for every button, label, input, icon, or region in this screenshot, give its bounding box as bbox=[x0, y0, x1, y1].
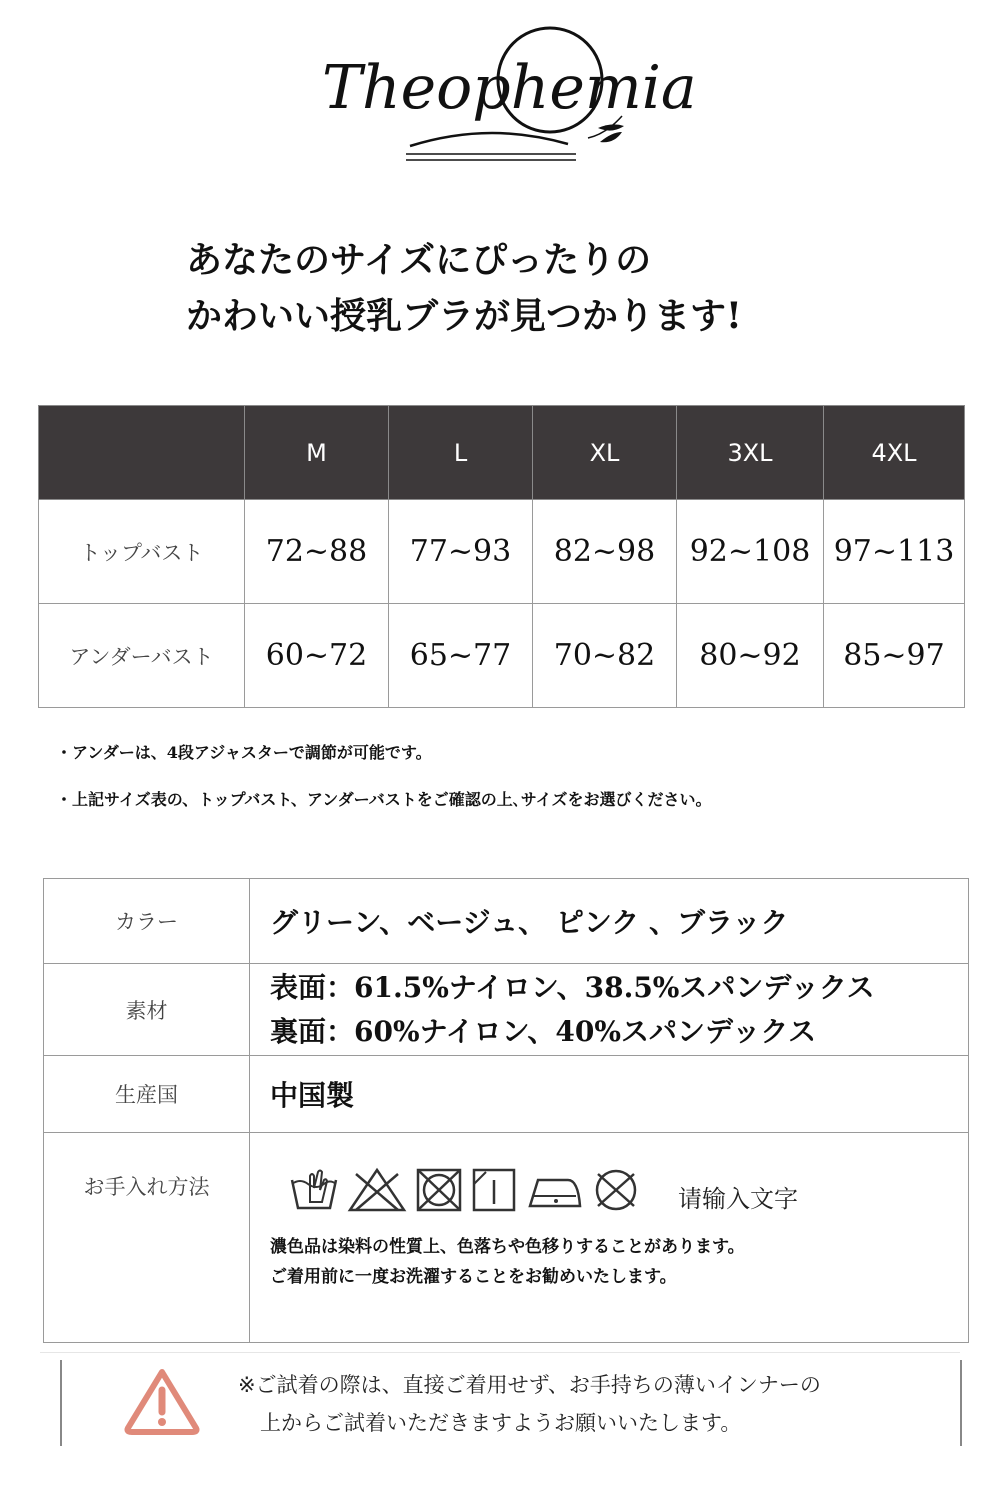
warning-message bbox=[238, 1366, 821, 1442]
brand-logo bbox=[318, 18, 697, 168]
table-cell: 97~113 bbox=[824, 500, 965, 604]
table-cell: 80~92 bbox=[677, 604, 824, 708]
spec-table bbox=[43, 878, 969, 1343]
low-iron-icon bbox=[524, 1166, 584, 1214]
care-notes bbox=[270, 1232, 968, 1292]
warning-top-rule bbox=[40, 1352, 960, 1353]
material-line-surface: 表面：61.5%ナイロン、38.5%スパンデックス bbox=[270, 970, 875, 1004]
no-dry-clean-icon bbox=[590, 1166, 642, 1214]
row-label-top-bust: トップバスト bbox=[39, 500, 245, 604]
table-cell: 72~88 bbox=[245, 500, 389, 604]
warning-line-2: 上からご試着いただきますようお願いいたします。 bbox=[260, 1411, 742, 1435]
table-row bbox=[39, 500, 965, 604]
spec-row-care bbox=[44, 1133, 969, 1343]
spec-row-color bbox=[44, 879, 969, 964]
table-cell: 77~93 bbox=[389, 500, 533, 604]
table-cell: 85~97 bbox=[824, 604, 965, 708]
size-header: L bbox=[389, 406, 533, 500]
no-tumble-dry-icon bbox=[414, 1166, 464, 1214]
care-label: お手入れ方法 bbox=[44, 1133, 250, 1343]
note-size-selection: ・上記サイズ表の、トップバスト、アンダーバストをご確認の上､サイズをお選びください。 bbox=[56, 790, 712, 809]
warning-left-bar bbox=[60, 1360, 62, 1446]
row-label-under-bust: アンダーバスト bbox=[39, 604, 245, 708]
warning-line-1: ※ご試着の際は、直接ご着用せず、お手持ちの薄いインナーの bbox=[238, 1373, 821, 1397]
size-header: M bbox=[245, 406, 389, 500]
table-cell: 92~108 bbox=[677, 500, 824, 604]
table-cell: 60~72 bbox=[245, 604, 389, 708]
material-value bbox=[250, 964, 969, 1056]
note-adjuster: ・アンダーは、4段アジャスターで調節が可能です。 bbox=[56, 743, 432, 762]
headline-line-1: あなたのサイズにぴったりの bbox=[186, 239, 652, 281]
spec-row-origin bbox=[44, 1056, 969, 1133]
size-header: XL bbox=[533, 406, 677, 500]
warning-right-bar bbox=[960, 1360, 962, 1446]
no-bleach-icon bbox=[346, 1166, 408, 1214]
material-line-lining: 裏面：60%ナイロン、40%スパンデックス bbox=[270, 1014, 817, 1048]
table-cell: 82~98 bbox=[533, 500, 677, 604]
headline bbox=[186, 232, 946, 344]
size-table bbox=[38, 405, 965, 708]
color-value: グリーン、ベージュ、 ピンク 、ブラック bbox=[250, 879, 969, 964]
spec-row-material bbox=[44, 964, 969, 1056]
care-value bbox=[250, 1133, 969, 1343]
warning-triangle-icon bbox=[122, 1366, 202, 1436]
logo-wordmark: Theophemia bbox=[322, 53, 697, 123]
care-icons bbox=[288, 1165, 968, 1214]
size-table-header-row bbox=[39, 406, 965, 500]
drip-dry-shade-icon bbox=[470, 1166, 518, 1214]
table-row bbox=[39, 604, 965, 708]
size-table-corner bbox=[39, 406, 245, 500]
size-header: 3XL bbox=[677, 406, 824, 500]
hand-wash-icon bbox=[288, 1166, 340, 1214]
care-placeholder-text: 请输入文字 bbox=[678, 1185, 798, 1213]
table-cell: 65~77 bbox=[389, 604, 533, 708]
care-note-1: 濃色品は染料の性質上、色落ちや色移りすることがあります。 bbox=[270, 1237, 745, 1257]
care-note-2: ご着用前に一度お洗濯することをお勧めいたします。 bbox=[270, 1267, 677, 1287]
origin-value: 中国製 bbox=[250, 1056, 969, 1133]
origin-label: 生産国 bbox=[44, 1056, 250, 1133]
headline-line-2: かわいい授乳ブラが見つかります! bbox=[186, 295, 742, 337]
table-cell: 70~82 bbox=[533, 604, 677, 708]
material-label: 素材 bbox=[44, 964, 250, 1056]
size-header: 4XL bbox=[824, 406, 965, 500]
color-label: カラー bbox=[44, 879, 250, 964]
